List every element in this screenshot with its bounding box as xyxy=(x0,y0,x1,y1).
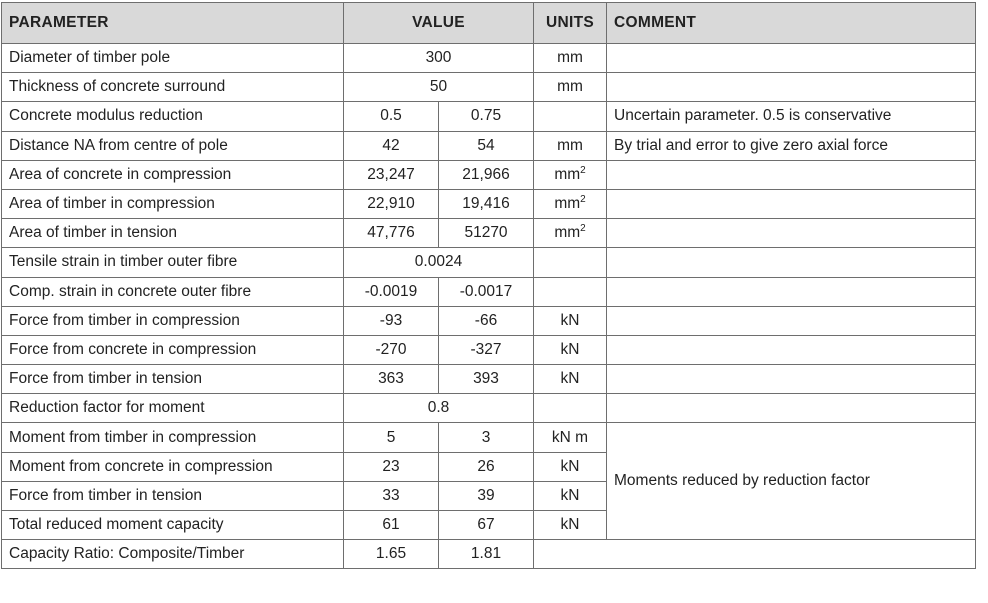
comment-cell xyxy=(607,335,976,364)
parameter-cell: Total reduced moment capacity xyxy=(2,511,344,540)
value-cell: 50 xyxy=(344,73,534,102)
parameter-cell: Diameter of timber pole xyxy=(2,44,344,73)
value-cell-1: 47,776 xyxy=(344,219,439,248)
parameter-cell: Thickness of concrete surround xyxy=(2,73,344,102)
value-cell: 0.0024 xyxy=(344,248,534,277)
unit-cell xyxy=(534,248,607,277)
value-cell: 300 xyxy=(344,44,534,73)
comment-cell xyxy=(607,189,976,218)
table-row xyxy=(2,365,976,394)
header-value: VALUE xyxy=(344,3,534,44)
table-row xyxy=(2,277,976,306)
unit-cell: kN xyxy=(534,306,607,335)
header-units: UNITS xyxy=(534,3,607,44)
unit-cell xyxy=(534,102,607,131)
unit-cell xyxy=(534,189,607,218)
unit-cell xyxy=(534,277,607,306)
table-row xyxy=(2,73,976,102)
comment-cell xyxy=(607,219,976,248)
unit-cell: kN xyxy=(534,365,607,394)
merged-comment-cell: Moments reduced by reduction factor xyxy=(607,423,976,540)
table-row xyxy=(2,102,976,131)
value-cell-2: 3 xyxy=(439,423,534,452)
value-cell-2: 51270 xyxy=(439,219,534,248)
unit-cell xyxy=(534,219,607,248)
unit-text: mm xyxy=(554,165,581,183)
parameter-cell: Force from timber in compression xyxy=(2,306,344,335)
parameter-cell: Force from concrete in compression xyxy=(2,335,344,364)
parameter-cell: Capacity Ratio: Composite/Timber xyxy=(2,540,344,569)
header-parameter: PARAMETER xyxy=(2,3,344,44)
value-cell-1: 61 xyxy=(344,511,439,540)
value-cell-2: 393 xyxy=(439,365,534,394)
unit-cell: mm xyxy=(534,131,607,160)
parameter-cell: Comp. strain in concrete outer fibre xyxy=(2,277,344,306)
value-cell-1: 363 xyxy=(344,365,439,394)
value-cell-2: 0.75 xyxy=(439,102,534,131)
empty-cell xyxy=(534,540,976,569)
unit-cell: mm xyxy=(534,73,607,102)
table-row xyxy=(2,44,976,73)
value-cell-1: 0.5 xyxy=(344,102,439,131)
parameter-cell: Concrete modulus reduction xyxy=(2,102,344,131)
parameter-cell: Moment from timber in compression xyxy=(2,423,344,452)
value-cell-2: 19,416 xyxy=(439,189,534,218)
value-cell-2: 39 xyxy=(439,481,534,510)
comment-cell xyxy=(607,365,976,394)
header-comment: COMMENT xyxy=(607,3,976,44)
value-cell-1: 42 xyxy=(344,131,439,160)
value-cell-1: 22,910 xyxy=(344,189,439,218)
value-cell-1: -0.0019 xyxy=(344,277,439,306)
comment-cell xyxy=(607,73,976,102)
comment-cell xyxy=(607,394,976,423)
unit-cell: mm xyxy=(534,44,607,73)
parameter-cell: Tensile strain in timber outer fibre xyxy=(2,248,344,277)
unit-cell: kN xyxy=(534,452,607,481)
value-cell-2: -327 xyxy=(439,335,534,364)
value-cell-1: 1.65 xyxy=(344,540,439,569)
table-row xyxy=(2,335,976,364)
unit-text: mm xyxy=(554,195,581,213)
parameter-table xyxy=(1,2,976,569)
comment-cell xyxy=(607,248,976,277)
value-cell-1: -93 xyxy=(344,306,439,335)
comment-cell: By trial and error to give zero axial force xyxy=(607,131,976,160)
value-cell-1: 23 xyxy=(344,452,439,481)
value-cell-2: 1.81 xyxy=(439,540,534,569)
unit-exponent: 2 xyxy=(580,194,586,206)
value-cell-2: -66 xyxy=(439,306,534,335)
value-cell-2: 26 xyxy=(439,452,534,481)
unit-exponent: 2 xyxy=(580,223,586,235)
table-row xyxy=(2,248,976,277)
comment-cell xyxy=(607,306,976,335)
value-cell-2: -0.0017 xyxy=(439,277,534,306)
unit-exponent: 2 xyxy=(580,164,586,176)
table-row xyxy=(2,423,976,452)
unit-cell xyxy=(534,160,607,189)
value-cell: 0.8 xyxy=(344,394,534,423)
parameter-cell: Reduction factor for moment xyxy=(2,394,344,423)
parameter-cell: Area of concrete in compression xyxy=(2,160,344,189)
comment-cell xyxy=(607,160,976,189)
unit-cell: kN xyxy=(534,335,607,364)
parameter-cell: Area of timber in tension xyxy=(2,219,344,248)
header-row xyxy=(2,3,976,44)
value-cell-2: 67 xyxy=(439,511,534,540)
parameter-cell: Force from timber in tension xyxy=(2,365,344,394)
table-row xyxy=(2,306,976,335)
parameter-cell: Distance NA from centre of pole xyxy=(2,131,344,160)
comment-cell: Uncertain parameter. 0.5 is conservative xyxy=(607,102,976,131)
comment-cell xyxy=(607,277,976,306)
value-cell-1: 5 xyxy=(344,423,439,452)
unit-text: mm xyxy=(554,224,581,242)
parameter-cell: Force from timber in tension xyxy=(2,481,344,510)
unit-cell xyxy=(534,394,607,423)
table-row xyxy=(2,540,976,569)
value-cell-1: 33 xyxy=(344,481,439,510)
unit-cell: kN m xyxy=(534,423,607,452)
table-row xyxy=(2,394,976,423)
unit-cell: kN xyxy=(534,511,607,540)
value-cell-2: 21,966 xyxy=(439,160,534,189)
table-row xyxy=(2,131,976,160)
value-cell-1: -270 xyxy=(344,335,439,364)
table-row xyxy=(2,189,976,218)
value-cell-2: 54 xyxy=(439,131,534,160)
parameter-cell: Area of timber in compression xyxy=(2,189,344,218)
table-row xyxy=(2,160,976,189)
table-row xyxy=(2,219,976,248)
comment-cell xyxy=(607,44,976,73)
parameter-cell: Moment from concrete in compression xyxy=(2,452,344,481)
unit-cell: kN xyxy=(534,481,607,510)
value-cell-1: 23,247 xyxy=(344,160,439,189)
